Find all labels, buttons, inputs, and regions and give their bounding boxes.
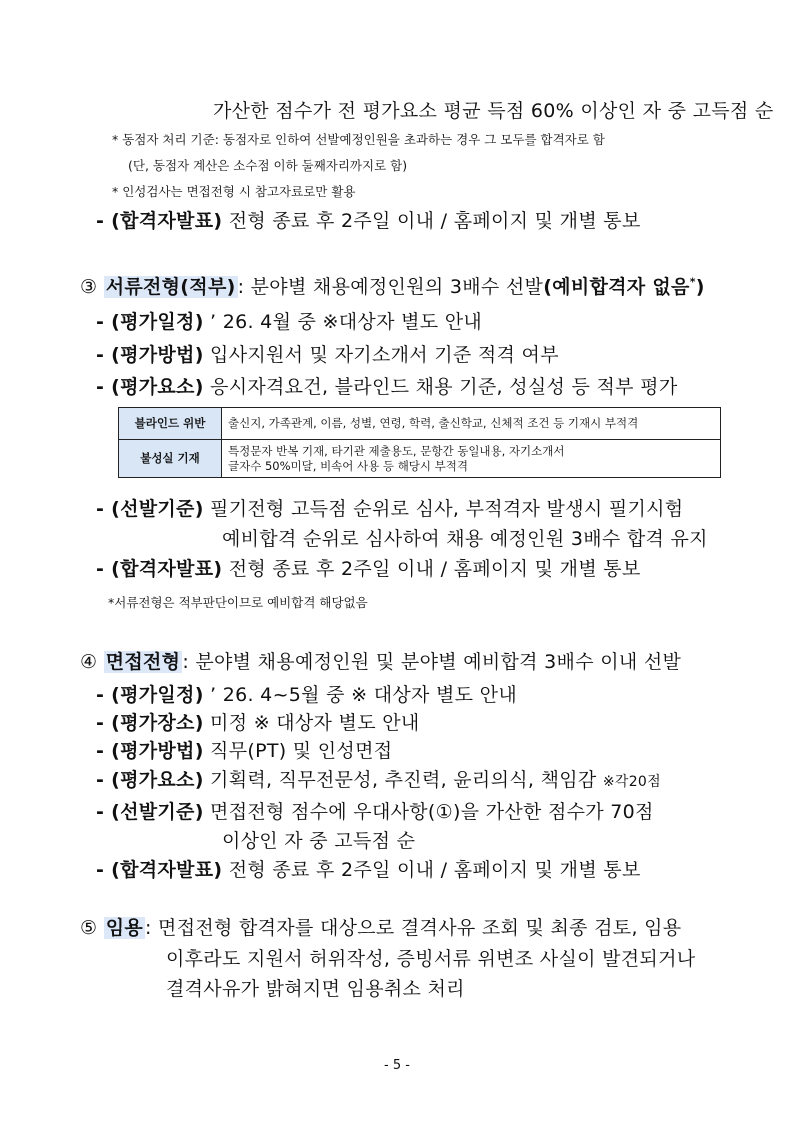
dash: - [96, 801, 112, 823]
text: 전형 종료 후 2주일 이내 / 홈페이지 및 개별 통보 [222, 558, 641, 580]
line-top: 가산한 점수가 전 평가요소 평균 득점 60% 이상인 자 중 고득점 순 [213, 100, 774, 122]
doc-selection-cont: 예비합격 순위로 심사하여 채용 예정인원 3배수 합격 유지 [222, 528, 708, 550]
section-title: 서류전형(적부) [105, 276, 236, 298]
section-number: ⑤ [80, 917, 104, 939]
row-body-line: 특정문자 반복 기재, 타기관 제출용도, 문항간 동일내용, 자기소개서 [228, 443, 565, 458]
dash: - [96, 740, 112, 762]
written-announce [96, 206, 641, 233]
dash: - [96, 498, 112, 520]
section-desc-sup: * [689, 275, 696, 289]
row-body [222, 440, 721, 478]
interview-factors [96, 765, 661, 792]
text: 기획력, 직무전문성, 추진력, 윤리의식, 책임감 [203, 769, 603, 791]
dash: - [96, 376, 112, 398]
label: (평가요소) [111, 769, 204, 791]
dash: - [96, 712, 112, 734]
appoint-cont-1: 이후라도 지원서 허위작성, 증빙서류 위변조 사실이 발견되거나 [166, 948, 696, 970]
label: (선발기준) [111, 498, 204, 520]
interview-method [96, 736, 392, 763]
section-desc-end: ) [695, 276, 705, 298]
appoint-cont-2: 결격사유가 밝혀지면 임용취소 처리 [166, 978, 465, 1000]
text: 전형 종료 후 2주일 이내 / 홈페이지 및 개별 통보 [222, 859, 641, 881]
label: (합격자발표) [111, 859, 223, 881]
dash: - [96, 210, 112, 232]
section-doc-heading [80, 272, 705, 299]
doc-schedule [96, 307, 482, 334]
row-head: 불성실 기재 [119, 440, 222, 478]
dash: - [96, 344, 112, 366]
section-title: 임용 [105, 917, 143, 939]
section-appoint-heading [80, 913, 681, 940]
label: (평가방법) [111, 740, 204, 762]
label: (합격자발표) [111, 210, 223, 232]
interview-selection [96, 797, 654, 824]
row-body-line: 출신지, 가족관계, 이름, 성별, 연령, 학력, 출신학교, 신체적 조건 등 기재시 부적격 [228, 416, 639, 430]
interview-place [96, 708, 420, 735]
text: 미정 ※ 대상자 별도 안내 [203, 712, 420, 734]
label: (선발기준) [111, 801, 204, 823]
text: 응시자격요건, 블라인드 채용 기준, 성실성 등 적부 평가 [203, 376, 678, 398]
label: (평가요소) [111, 376, 204, 398]
label: (합격자발표) [111, 558, 223, 580]
section-desc: : 분야별 채용예정인원 및 분야별 예비합격 3배수 이내 선발 [182, 651, 682, 673]
label: (평가일정) [111, 311, 204, 333]
text: 필기전형 고득점 순위로 심사, 부적격자 발생시 필기시험 [203, 498, 684, 520]
text: 면접전형 점수에 우대사항(①)을 가산한 점수가 70점 [203, 801, 654, 823]
section-desc: : 분야별 채용예정인원의 3배수 선발 [237, 276, 544, 298]
row-body-line: 글자수 50%미달, 비속어 사용 등 해당시 부적격 [228, 458, 469, 473]
interview-selection-cont: 이상인 자 중 고득점 순 [222, 830, 416, 852]
text: 전형 종료 후 2주일 이내 / 홈페이지 및 개별 통보 [222, 210, 641, 232]
row-head: 블라인드 위반 [119, 408, 222, 440]
doc-footnote: *서류전형은 적부판단이므로 예비합격 해당없음 [108, 595, 368, 610]
row-body [222, 408, 721, 440]
interview-schedule [96, 680, 517, 707]
doc-announce [96, 554, 641, 581]
interview-announce [96, 855, 641, 882]
factors-note: ※각20점 [602, 774, 661, 790]
text: 입사지원서 및 자기소개서 기준 적격 여부 [203, 344, 559, 366]
dash: - [96, 769, 112, 791]
label: (평가일정) [111, 684, 204, 706]
section-interview-heading [80, 647, 681, 674]
page-number: - 5 - [384, 1058, 410, 1073]
section-desc: : 면접전형 합격자를 대상으로 결격사유 조회 및 최종 검토, 임용 [145, 917, 682, 939]
table-row [119, 440, 721, 478]
table-row [119, 408, 721, 440]
section-title: 면접전형 [105, 651, 181, 673]
section-number: ③ [80, 276, 104, 298]
section-number: ④ [80, 651, 104, 673]
note-personality: * 인성검사는 면접전형 시 참고자료로만 활용 [112, 184, 356, 199]
doc-factors [96, 372, 678, 399]
criteria-table [118, 407, 721, 478]
dash: - [96, 558, 112, 580]
dash: - [96, 311, 112, 333]
dash: - [96, 859, 112, 881]
doc-selection [96, 494, 683, 521]
note-tie-rule: * 동점자 처리 기준: 동점자로 인하여 선발예정인원을 초과하는 경우 그 모두를 합격자로 함 [112, 132, 605, 147]
text: ’ 26. 4월 중 ※대상자 별도 안내 [203, 311, 483, 333]
doc-method [96, 340, 559, 367]
text: 직무(PT) 및 인성면접 [203, 740, 393, 762]
text: ’ 26. 4~5월 중 ※ 대상자 별도 안내 [203, 684, 517, 706]
label: (평가장소) [111, 712, 204, 734]
dash: - [96, 684, 112, 706]
label: (평가방법) [111, 344, 204, 366]
note-tie-calc: (단, 동점자 계산은 소수점 이하 둘째자리까지로 함) [128, 158, 408, 173]
section-desc-bold: (예비합격자 없음 [543, 276, 690, 298]
